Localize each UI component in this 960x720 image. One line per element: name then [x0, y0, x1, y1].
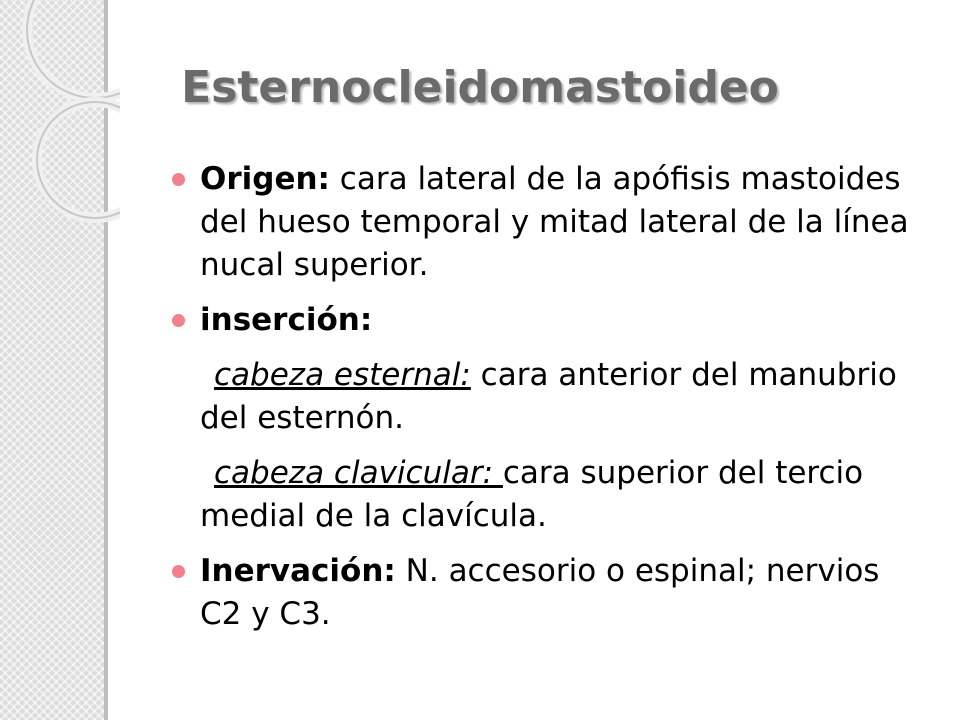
- slide-title: Esternocleidomastoideo: [181, 62, 779, 113]
- sub-item-label: cabeza esternal:: [214, 357, 471, 393]
- slide-content: [170, 158, 930, 636]
- bullet-dot-icon: [172, 314, 185, 327]
- sub-item-text: cara superior del tercio medial de la clavícula.: [200, 455, 864, 534]
- bullet-origen: [170, 158, 930, 287]
- bullet-label: Origen:: [200, 161, 330, 197]
- bullet-dot-icon: [172, 565, 185, 578]
- decorative-ring-icon: [0, 0, 120, 260]
- sub-item-cabeza-clavicular: [170, 452, 930, 538]
- bullet-label: Inervación:: [200, 553, 396, 589]
- sub-item-cabeza-esternal: [170, 354, 930, 440]
- sub-item-text: cara anterior del manubrio del esternón.: [200, 357, 897, 436]
- bullet-inervacion: [170, 550, 930, 636]
- bullet-dot-icon: [172, 173, 185, 186]
- bullet-label: inserción:: [200, 302, 373, 338]
- bullet-insercion: [170, 299, 930, 342]
- bullet-text: N. accesorio o espinal; nervios C2 y C3.: [200, 553, 880, 632]
- bullet-text: cara lateral de la apófisis mastoides del hueso temporal y mitad lateral de la línea nucal superior.: [200, 161, 909, 283]
- sub-item-label: cabeza clavicular:: [214, 455, 503, 491]
